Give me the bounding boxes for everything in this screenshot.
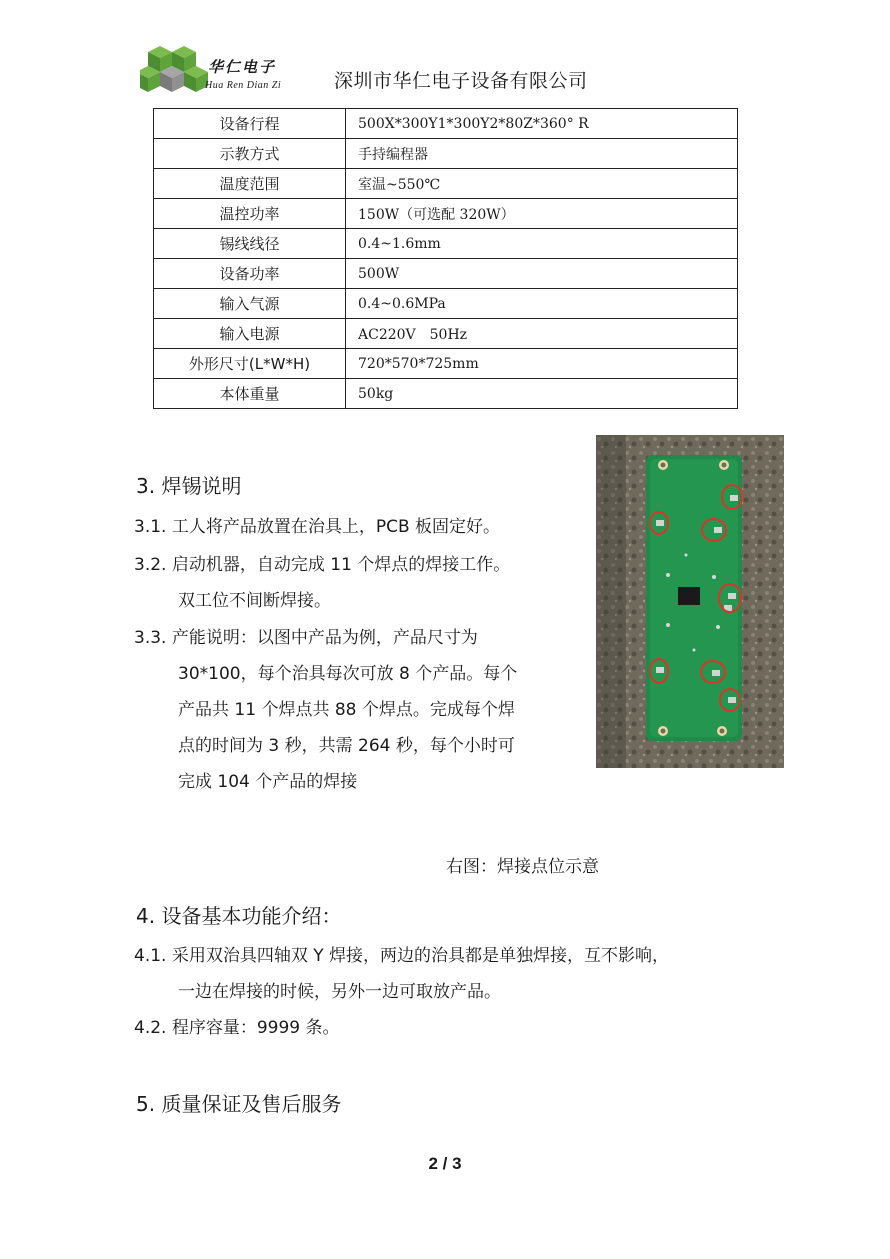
spec-key: 示教方式: [154, 139, 346, 169]
section3-item-3: 3.3. 产能说明：以图中产品为例，产品尺寸为: [134, 628, 478, 648]
section3-item-2-cont: 双工位不间断焊接。: [178, 591, 331, 611]
section4-item-1: 4.1. 采用双治具四轴双 Y 焊接，两边的治具都是单独焊接，互不影响，: [134, 946, 670, 966]
spec-row: [154, 349, 738, 379]
spec-row: [154, 199, 738, 229]
photo-caption: 右图：焊接点位示意: [446, 857, 599, 877]
spec-value: 150W（可选配 320W）: [346, 199, 738, 229]
company-name: 深圳市华仁电子设备有限公司: [334, 70, 588, 92]
spec-value: 500W: [346, 259, 738, 289]
section3-item-3-line5: 完成 104 个产品的焊接: [178, 772, 358, 792]
spec-row: [154, 319, 738, 349]
section3-title: 3. 焊锡说明: [136, 474, 242, 498]
section4-item-2: 4.2. 程序容量：9999 条。: [134, 1018, 340, 1038]
pcb-welding-points-photo: [596, 435, 784, 768]
spec-row: [154, 139, 738, 169]
section3-item-2: 3.2. 启动机器，自动完成 11 个焊点的焊接工作。: [134, 555, 511, 575]
spec-key: 外形尺寸(L*W*H): [154, 349, 346, 379]
spec-value: 720*570*725mm: [346, 349, 738, 379]
spec-value: AC220V 50Hz: [346, 319, 738, 349]
spec-key: 本体重量: [154, 379, 346, 409]
logo-text-cn: 华仁电子: [208, 58, 277, 76]
spec-key: 锡线线径: [154, 229, 346, 259]
spec-table: [153, 108, 738, 409]
section3-item-3-line2: 30*100，每个治具每次可放 8 个产品。每个: [178, 664, 518, 684]
spec-key: 温控功率: [154, 199, 346, 229]
spec-row: [154, 259, 738, 289]
spec-value: 0.4~0.6MPa: [346, 289, 738, 319]
section3-item-3-line3: 产品共 11 个焊点共 88 个焊点。完成每个焊: [178, 700, 515, 720]
spec-value: 手持编程器: [346, 139, 738, 169]
spec-row: [154, 109, 738, 139]
section3-item-3-line4: 点的时间为 3 秒，共需 264 秒，每个小时可: [178, 736, 515, 756]
page-number: 2 / 3: [428, 1154, 462, 1173]
spec-row: [154, 289, 738, 319]
spec-value: 500X*300Y1*300Y2*80Z*360° R: [346, 109, 738, 139]
section5-title: 5. 质量保证及售后服务: [136, 1092, 342, 1116]
spec-value: 室温~550℃: [346, 169, 738, 199]
spec-value: 0.4~1.6mm: [346, 229, 738, 259]
section3-item-1: 3.1. 工人将产品放置在治具上，PCB 板固定好。: [134, 517, 501, 537]
spec-value: 50kg: [346, 379, 738, 409]
spec-row: [154, 169, 738, 199]
spec-row: [154, 379, 738, 409]
spec-key: 设备功率: [154, 259, 346, 289]
spec-key: 温度范围: [154, 169, 346, 199]
spec-key: 设备行程: [154, 109, 346, 139]
spec-row: [154, 229, 738, 259]
section4-item-1-cont: 一边在焊接的时候，另外一边可取放产品。: [178, 982, 501, 1002]
spec-key: 输入电源: [154, 319, 346, 349]
spec-key: 输入气源: [154, 289, 346, 319]
section4-title: 4. 设备基本功能介绍：: [136, 904, 342, 928]
logo-text-en: Hua Ren Dian Zi: [205, 80, 282, 91]
